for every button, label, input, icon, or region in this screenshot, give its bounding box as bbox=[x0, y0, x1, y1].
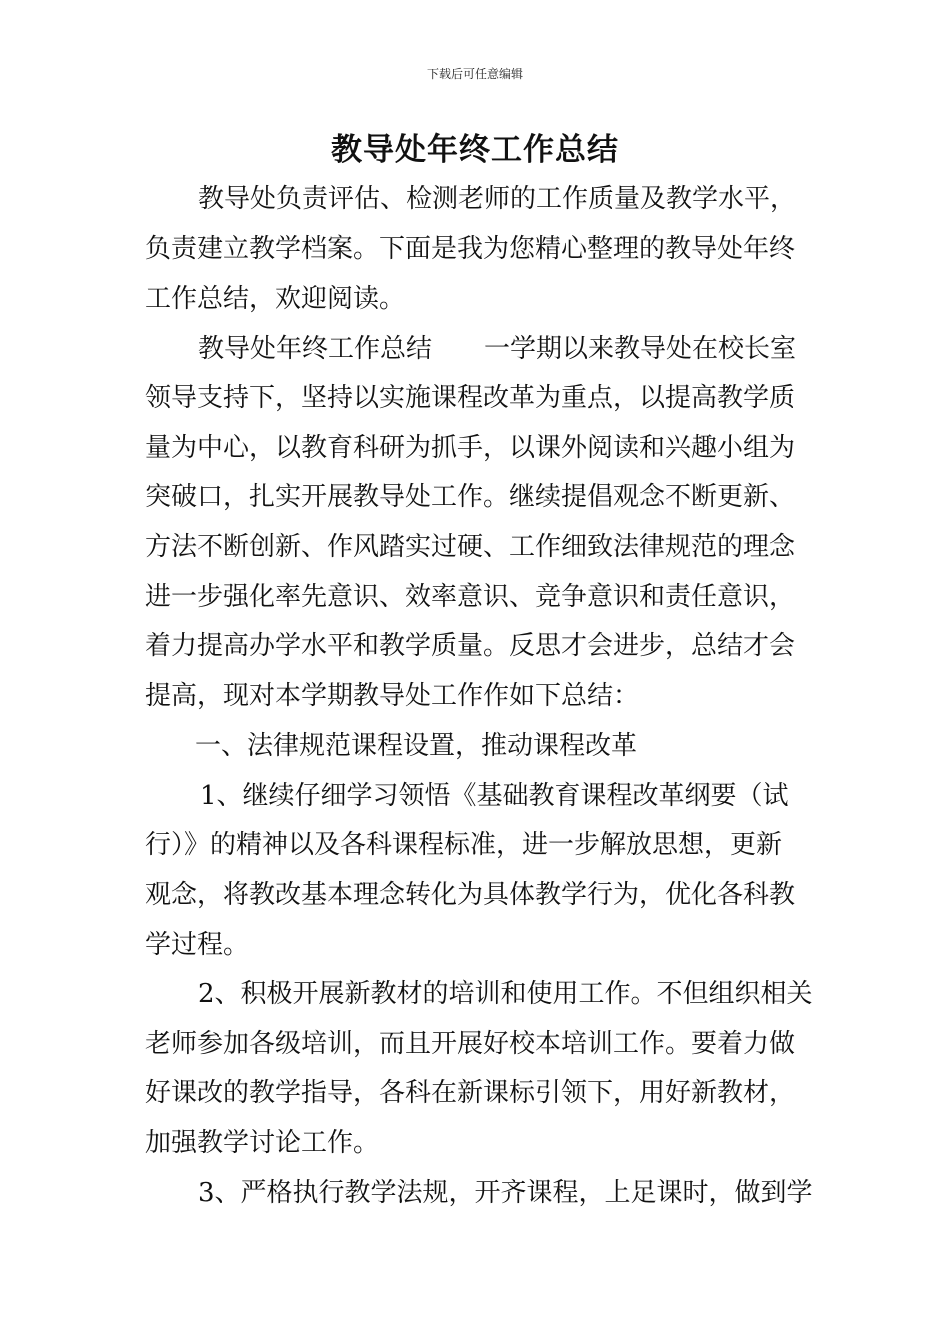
paragraph-line: 方法不断创新、作风踏实过硬、工作细致法律规范的理念 bbox=[145, 532, 796, 562]
section-heading: 一、法律规范课程设置，推动课程改革 bbox=[195, 731, 638, 761]
paragraph-line: 突破口，扎实开展教导处工作。继续提倡观念不断更新、 bbox=[145, 482, 796, 512]
paragraph-line: 工作总结，欢迎阅读。 bbox=[145, 284, 406, 314]
paragraph-line: 负责建立教学档案。下面是我为您精心整理的教导处年终 bbox=[145, 234, 796, 264]
header-note: 下载后可任意编辑 bbox=[426, 67, 523, 81]
paragraph-line: 教导处负责评估、检测老师的工作质量及教学水平， bbox=[198, 184, 797, 214]
paragraph-line: 3、严格执行教学法规，开齐课程，上足课时，做到学 bbox=[198, 1178, 813, 1208]
paragraph-line: 提高，现对本学期教导处工作作如下总结： bbox=[145, 681, 640, 711]
paragraph-line: 加强教学讨论工作。 bbox=[145, 1128, 380, 1158]
paragraph-line: 着力提高办学水平和教学质量。反思才会进步，总结才会 bbox=[145, 631, 796, 661]
paragraph-line: 进一步强化率先意识、效率意识、竞争意识和责任意识， bbox=[145, 582, 796, 612]
paragraph-line: 观念，将教改基本理念转化为具体教学行为，优化各科教 bbox=[145, 880, 796, 910]
paragraph-line: 2、积极开展新教材的培训和使用工作。不但组织相关 bbox=[198, 979, 813, 1009]
document-title: 教导处年终工作总结 bbox=[331, 132, 619, 168]
paragraph-line: 1、继续仔细学习领悟《基础教育课程改革纲要（试 bbox=[200, 781, 789, 811]
paragraph-line: 量为中心，以教育科研为抓手，以课外阅读和兴趣小组为 bbox=[145, 433, 796, 463]
paragraph-line: 好课改的教学指导，各科在新课标引领下，用好新教材， bbox=[145, 1078, 796, 1108]
paragraph-line: 老师参加各级培训，而且开展好校本培训工作。要着力做 bbox=[145, 1029, 796, 1059]
paragraph-line: 教导处年终工作总结 一学期以来教导处在校长室 bbox=[198, 334, 797, 364]
paragraph-line: 行）》的精神以及各科课程标准，进一步解放思想，更新 bbox=[145, 830, 783, 860]
paragraph-line: 领导支持下，坚持以实施课程改革为重点，以提高教学质 bbox=[145, 383, 796, 413]
paragraph-line: 学过程。 bbox=[145, 930, 250, 960]
